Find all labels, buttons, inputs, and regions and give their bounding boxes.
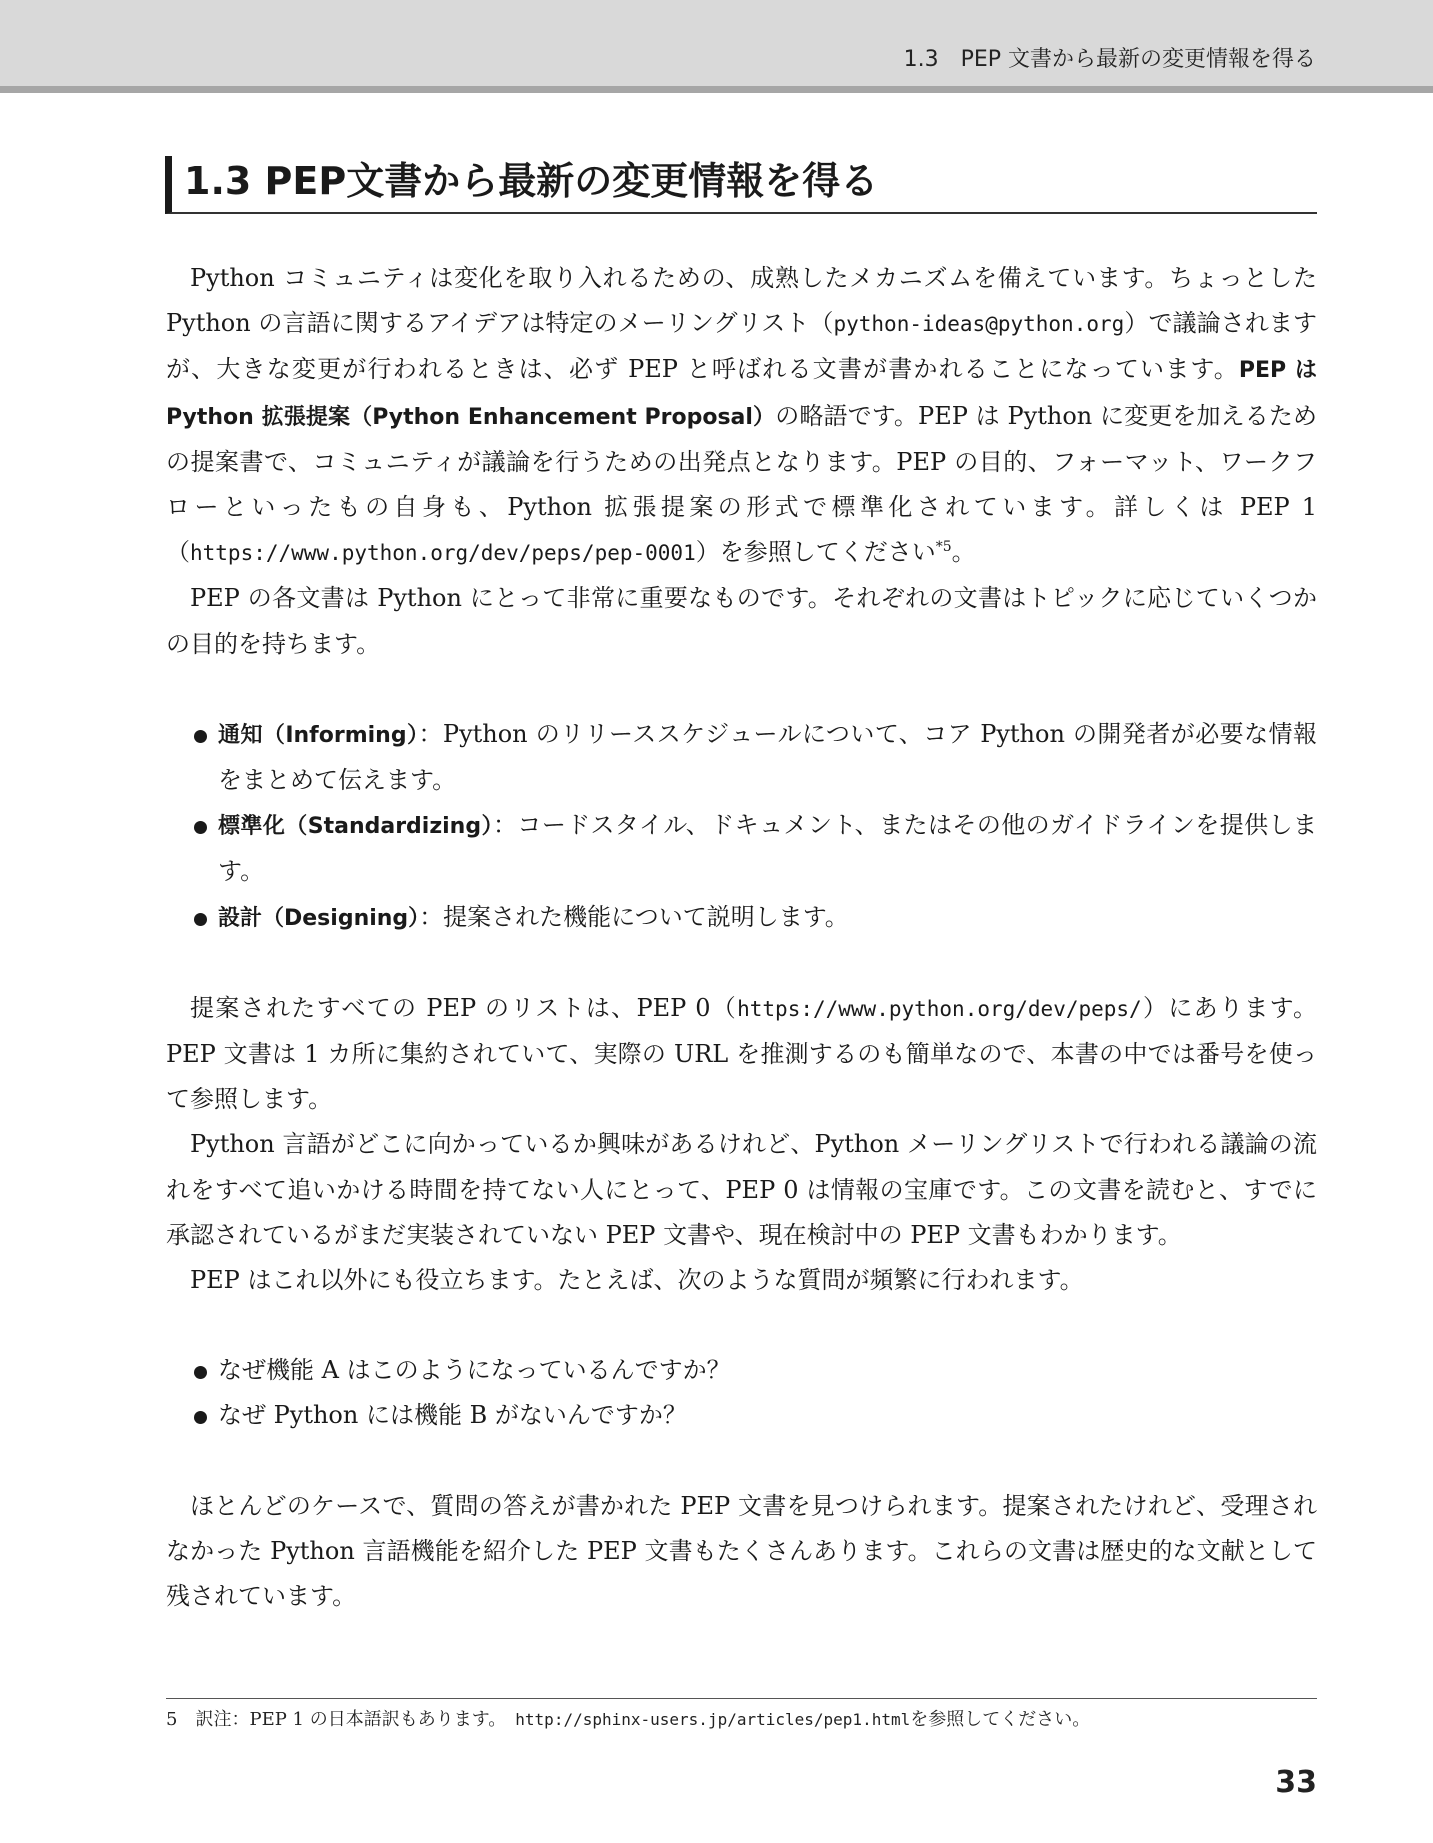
paragraph-questions-intro: PEP はこれ以外にも役立ちます。たとえば、次のような質問が頻繁に行われます。 xyxy=(190,1266,1084,1295)
list-term: 標準化（Standardizing） xyxy=(218,814,493,840)
question-text: なぜ機能 A はこのようになっているんですか？ xyxy=(218,1356,731,1385)
text-run: の略語です。PEP は Python に変更を加えるための提案書で、コミュニティが議論を行うための出発点となります。PEP の目的、フォーマット、ワークフローといったもの自身も、Python 拡張提案の形式で標準化されています。詳しくは PEP 1（ xyxy=(166,401,1318,567)
list-item xyxy=(166,1393,1317,1438)
pep-definition: PEP は Python 拡張提案（Python Enhancement Proposal） xyxy=(166,358,1317,430)
text-run: Python コミュニティは変化を取り入れるための、成熟したメカニズムを備えています。ちょっとした Python の言語に関するアイデアは特定のメーリングリスト（ xyxy=(166,264,1317,338)
pep1-url: https://www.python.org/dev/peps/pep-0001 xyxy=(190,541,696,566)
questions-list xyxy=(166,1348,1317,1438)
list-desc: ：Python のリリーススケジュールについて、コア Python の開発者が必要な情報をまとめて伝えます。 xyxy=(218,719,1317,795)
footnote-number: 5 xyxy=(166,1709,178,1730)
bullet-icon xyxy=(194,913,207,926)
text-run: を参照してください。 xyxy=(910,1709,1091,1730)
main-content xyxy=(166,256,1317,1619)
list-term: 通知（Informing） xyxy=(218,722,419,748)
paragraph-pep0-value: Python 言語がどこに向かっているか興味があるけれど、Python メーリングリストで行われる議論の流れをすべて追いかける時間を持てない人にとって、PEP 0 は情報の宝庫です。この文書を読むと、すでに承認されているがまだ実装されていない PEP 文書や、現在検討中の PEP 文書もわかります。 xyxy=(166,1130,1317,1249)
list-desc: ：コードスタイル、ドキュメント、またはその他のガイドラインを提供します。 xyxy=(218,811,1318,886)
text-run: ）にあります。PEP 文書は 1 カ所に集約されていて、実際の URL を推測するのも簡単なので、本書の中では番号を使って参照します。 xyxy=(166,993,1317,1114)
bullet-icon xyxy=(194,1411,207,1424)
list-desc: ：提案された機能について説明します。 xyxy=(419,902,849,931)
header-band xyxy=(0,0,1433,93)
page-number: 33 xyxy=(1275,1765,1317,1800)
section-title: 1.3 PEP文書から最新の変更情報を得る xyxy=(165,156,1317,214)
list-item xyxy=(166,1348,1317,1393)
list-term: 設計（Designing） xyxy=(218,905,420,931)
bullet-icon xyxy=(194,821,207,834)
paragraph-history: ほとんどのケースで、質問の答えが書かれた PEP 文書を見つけられます。提案されたけれど、受理されなかった Python 言語機能を紹介した PEP 文書もたくさんあります。これらの文書は歴史的な文献として残されています。 xyxy=(166,1491,1317,1611)
paragraph-purposes-intro: PEP の各文書は Python にとって非常に重要なものです。それぞれの文書はトピックに応じていくつかの目的を持ちます。 xyxy=(166,584,1317,658)
bullet-icon xyxy=(194,730,207,743)
question-text: なぜ Python には機能 B がないんですか？ xyxy=(218,1401,687,1430)
footnote-url: http://sphinx-users.jp/articles/pep1.html xyxy=(515,1710,911,1729)
bullet-icon xyxy=(194,1366,207,1379)
paragraph-pep0 xyxy=(166,986,1317,1123)
running-head: 1.3 PEP 文書から最新の変更情報を得る xyxy=(903,47,1316,72)
list-item xyxy=(166,712,1317,803)
footnote xyxy=(166,1707,1317,1733)
purposes-list xyxy=(166,712,1317,941)
text-run: 訳注：PEP 1 の日本語訳もあります。 xyxy=(195,1709,498,1730)
list-item xyxy=(166,895,1317,941)
footnote-ref: *5 xyxy=(935,539,952,556)
text-run: ）で議論されますが、大きな変更が行われるときは、必ず PEP と呼ばれる文書が書かれることになっています。 xyxy=(166,309,1318,384)
text-run: 。 xyxy=(951,538,976,567)
footnote-divider xyxy=(166,1698,1317,1699)
paragraph-intro xyxy=(166,256,1317,576)
email-address: python-ideas@python.org xyxy=(833,312,1125,337)
text-run: ）を参照してください xyxy=(695,538,936,567)
pep0-url: https://www.python.org/dev/peps/ xyxy=(737,996,1142,1021)
text-run: 提案されたすべての PEP のリストは、PEP 0（ xyxy=(190,993,738,1022)
list-item xyxy=(166,803,1317,894)
